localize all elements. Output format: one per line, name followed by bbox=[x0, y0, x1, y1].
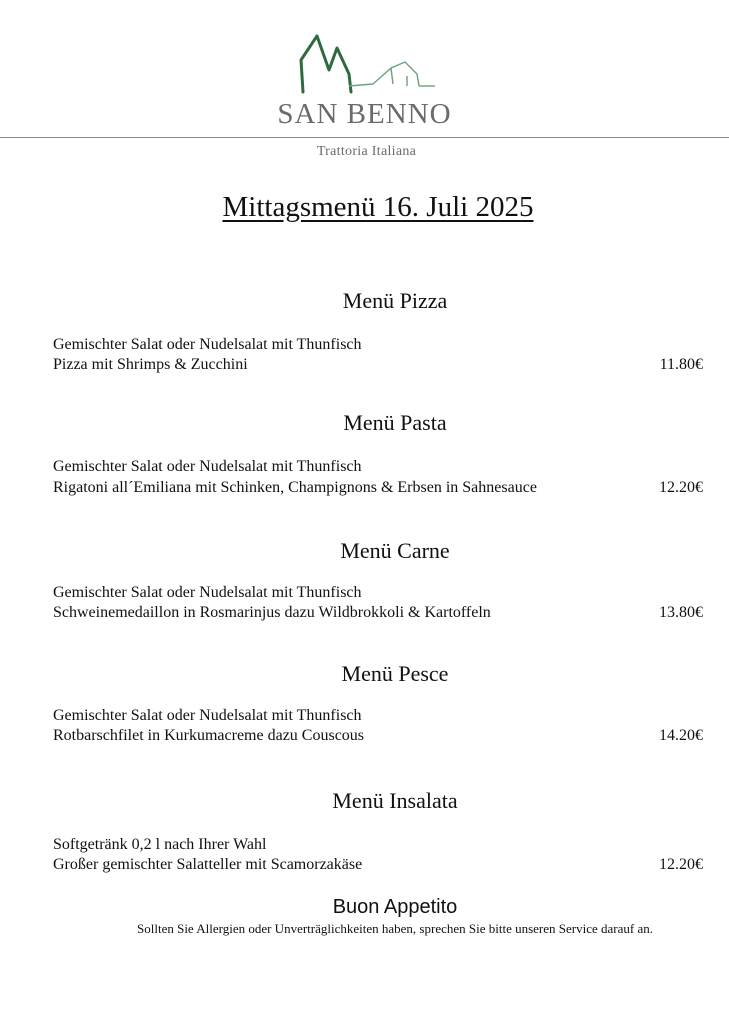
brand-name: SAN BENNO bbox=[277, 98, 452, 130]
menu-line-main: Pizza mit Shrimps & Zucchini bbox=[53, 356, 248, 373]
closing-greeting: Buon Appetito bbox=[332, 896, 458, 918]
section-heading-carne: Menü Carne bbox=[340, 538, 450, 563]
menu-line-main: Rigatoni all´Emiliana mit Schinken, Champignons & Erbsen in Sahnesauce bbox=[53, 479, 537, 496]
menu-price: 12.20€ bbox=[659, 479, 703, 496]
menu-price: 14.20€ bbox=[659, 727, 703, 744]
menu-line-starter: Gemischter Salat oder Nudelsalat mit Thunfisch bbox=[53, 707, 362, 724]
menu-price: 12.20€ bbox=[659, 856, 703, 873]
page-title: Mittagsmenü 16. Juli 2025 bbox=[222, 191, 534, 223]
allergy-note: Sollten Sie Allergien oder Unverträglichkeiten haben, sprechen Sie bitte unseren Service darauf an. bbox=[137, 921, 653, 936]
section-heading-pasta: Menü Pasta bbox=[343, 410, 447, 435]
section-heading-insalata: Menü Insalata bbox=[332, 788, 458, 813]
menu-line-starter: Gemischter Salat oder Nudelsalat mit Thunfisch bbox=[53, 458, 362, 475]
menu-line-starter: Gemischter Salat oder Nudelsalat mit Thunfisch bbox=[53, 584, 362, 601]
menu-price: 11.80€ bbox=[659, 356, 703, 373]
menu-price: 13.80€ bbox=[659, 604, 703, 621]
menu-line-starter: Gemischter Salat oder Nudelsalat mit Thunfisch bbox=[53, 336, 362, 353]
menu-line-drink: Softgetränk 0,2 l nach Ihrer Wahl bbox=[53, 836, 267, 853]
section-heading-pizza: Menü Pizza bbox=[342, 288, 448, 313]
tagline: Trattoria Italiana bbox=[316, 144, 417, 159]
section-heading-pesce: Menü Pesce bbox=[341, 661, 449, 686]
logo-icon bbox=[295, 30, 445, 100]
menu-line-main: Schweinemedaillon in Rosmarinjus dazu Wildbrokkoli & Kartoffeln bbox=[53, 604, 491, 621]
menu-line-main: Großer gemischter Salatteller mit Scamorzakäse bbox=[53, 856, 363, 873]
header-divider bbox=[0, 137, 729, 138]
menu-line-main: Rotbarschfilet in Kurkumacreme dazu Couscous bbox=[53, 727, 365, 744]
